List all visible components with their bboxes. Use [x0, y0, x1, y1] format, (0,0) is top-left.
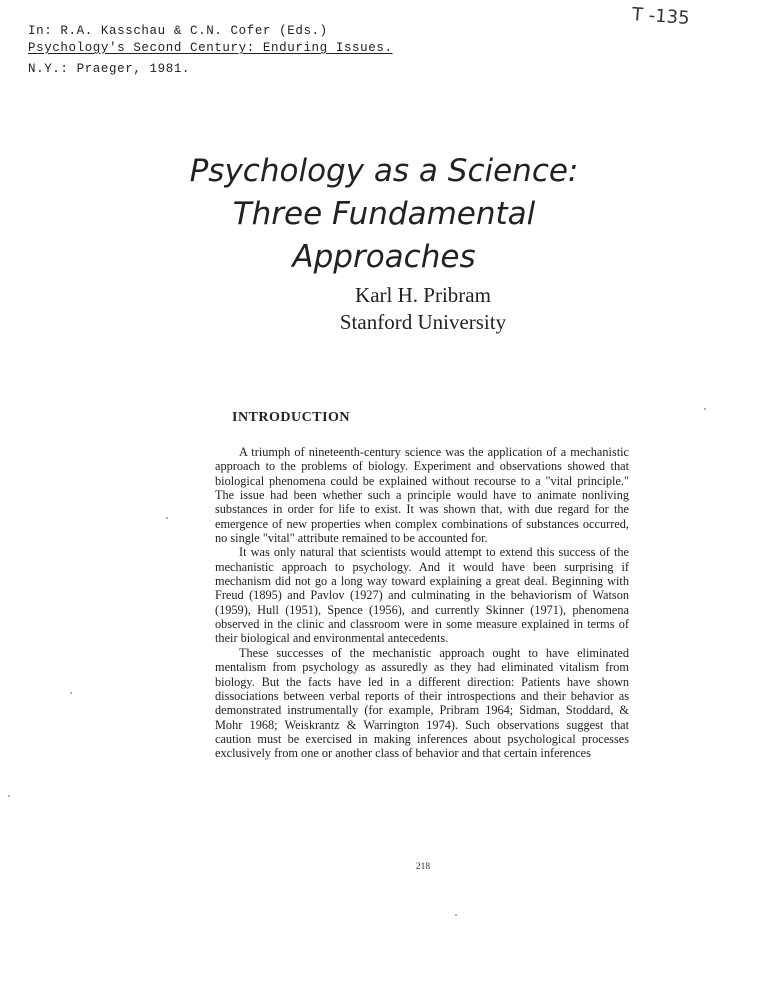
section-heading: INTRODUCTION	[232, 410, 351, 425]
chapter-title-line: Approaches	[292, 239, 476, 275]
author-name: Karl H. Pribram	[355, 283, 491, 307]
body-paragraph: These successes of the mechanistic approach ought to have eliminated mentalism from psychology as assuredly as they had eliminated vitalism from biology. But the facts have led in a different direction: Patients have shown dissociations between verbal reports of their introspections and their behavior as demonstrated instrumentally (for example, Pribram 1964; Sidman, Stoddard, & Mohr 1968; Weiskrantz & Warrington 1974). Such observations suggest that caution must be exercised in making inferences about psychological processes exclusively from one or another class of behavior and that certain inferences	[215, 645, 629, 761]
scan-speck	[166, 517, 168, 519]
citation-editors: In: R.A. Kasschau & C.N. Cofer (Eds.)	[28, 24, 328, 38]
body-paragraph: A triumph of nineteenth-century science was the application of a mechanistic approach to the problems of biology. Experiment and observations showed that biological phenomena could be explained without recourse to a "vital principle." The issue had been whether such a principle would have to animate nonliving substances in order for life to exist. It was shown that, with due regard for the emergence of new properties when complex combinations of substances occurred, no single "vital" attribute remained to be accounted for.	[215, 445, 629, 546]
scan-speck	[704, 408, 706, 410]
chapter-title-line: Three Fundamental	[232, 196, 536, 232]
chapter-title-line: Psychology as a Science:	[189, 153, 579, 189]
scan-speck	[8, 795, 10, 797]
body-paragraph: It was only natural that scientists would attempt to extend this success of the mechanistic approach to psychology. And it would have been surprising if mechanism did not go a long way toward explaining a great deal. Beginning with Freud (1895) and Pavlov (1927) and culminating in the behaviorism of Watson (1959), Hull (1951), Spence (1956), and currently Skinner (1971), phenomena observed in the clinic and classroom were in some measure explained in terms of their biological and environmental antecedents.	[215, 545, 629, 646]
citation-book-title: Psychology's Second Century: Enduring Issues.	[28, 41, 393, 55]
author-affiliation: Stanford University	[339, 310, 507, 334]
handwritten-catalog-note: T -135	[631, 4, 691, 29]
scan-speck	[70, 692, 72, 694]
scan-speck	[455, 914, 457, 916]
citation-publisher: N.Y.: Praeger, 1981.	[28, 62, 191, 76]
chapter-title	[0, 150, 768, 279]
page-number: 218	[415, 862, 431, 872]
author-block	[0, 282, 768, 336]
section-body	[215, 445, 629, 761]
